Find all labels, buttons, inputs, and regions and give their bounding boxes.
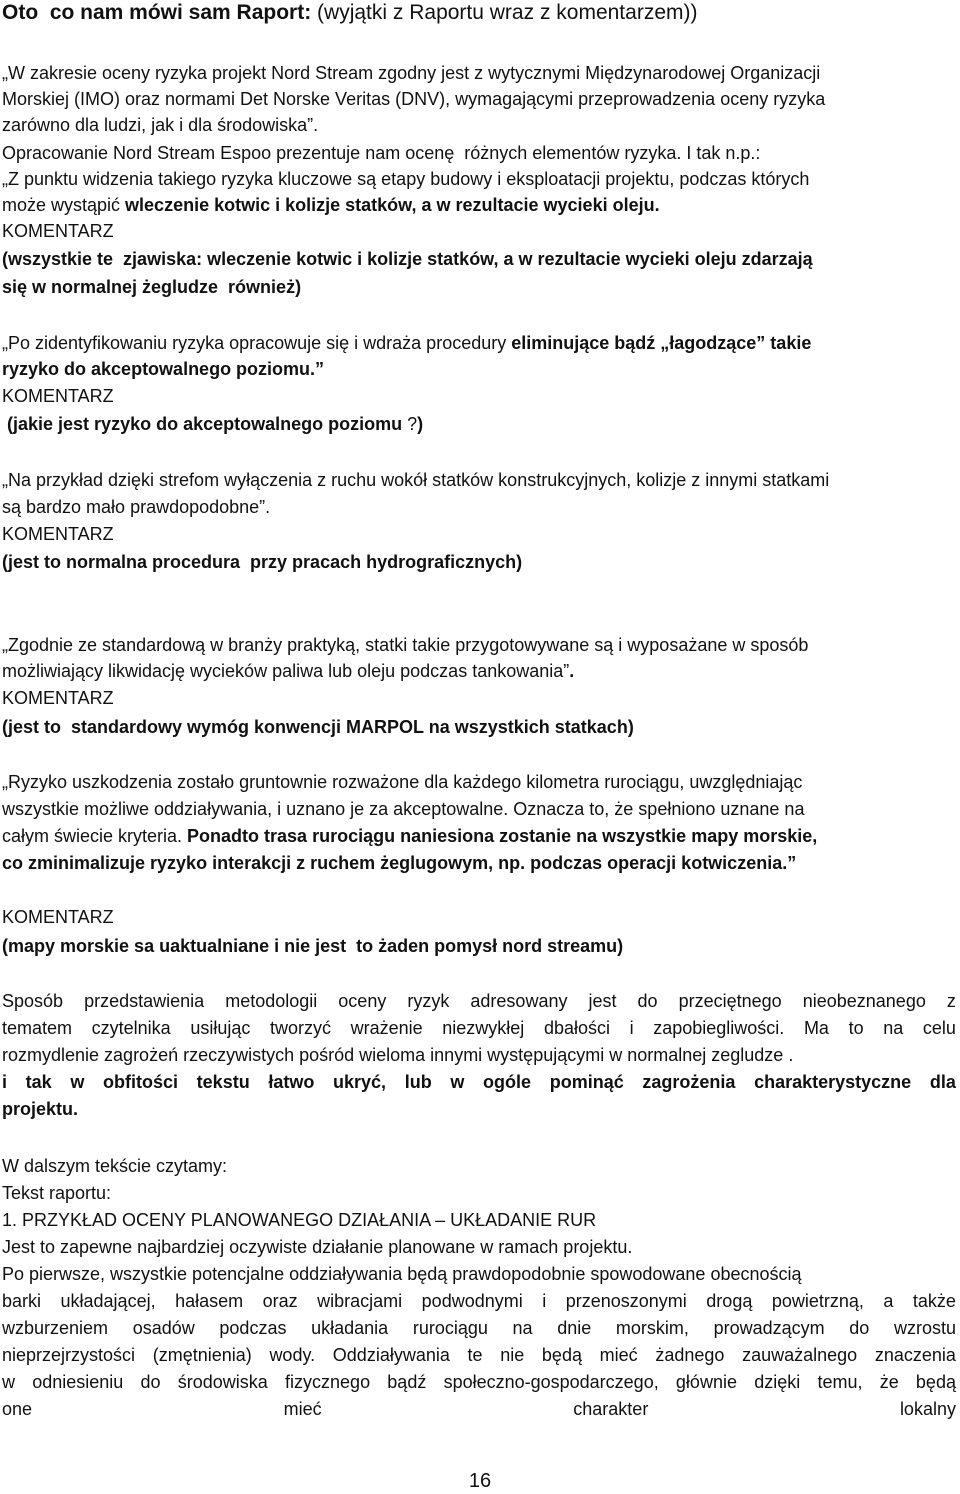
text-line: tematem czytelnika usiłując tworzyć wrażenie niezwykłej dbałości i zapobiegliwości. Ma to na celu (2, 1018, 956, 1038)
text-line (2, 385, 114, 407)
text-line (2, 798, 804, 820)
text-line (2, 1182, 111, 1204)
text-line (2, 469, 829, 491)
text-run: zarówno dla ludzi, jak i dla środowiska”. (2, 115, 319, 135)
bold-text: się w normalnej żegludze również) (2, 277, 302, 297)
text-line (2, 62, 820, 84)
text-line (2, 687, 114, 709)
bold-text: (wszystkie te zjawiska: wleczenie kotwic i kolizje statków, a w rezultacie wycieki oleju zdarzają (2, 249, 813, 269)
text-line (2, 1263, 802, 1285)
bold-text: (jest to standardowy wymóg konwencji MARPOL na wszystkich statkach) (2, 717, 634, 737)
text-line: one mieć charakter lokalny (2, 1399, 956, 1419)
text-line (2, 551, 522, 573)
bold-text: Oto co nam mówi sam Raport: (2, 1, 312, 24)
bold-text: projektu. (2, 1099, 79, 1119)
text-run: ? (402, 414, 418, 434)
text-line (2, 1236, 632, 1258)
text-run: „Ryzyko uszkodzenia zostało gruntownie rozważone dla każdego kilometra rurociągu, uwzględniając (2, 772, 803, 792)
bold-text: (jest to normalna procedura przy pracach hydrograficznych) (2, 552, 523, 572)
bold-text: (jakie jest ryzyko do akceptowalnego poziomu (2, 414, 403, 434)
text-line (2, 1155, 227, 1177)
text-line: i tak w obfitości tekstu łatwo ukryć, lub w ogóle pominąć zagrożenia charakterystyczne dla (2, 1072, 956, 1092)
text-line (2, 194, 660, 216)
bold-text: eliminujące bądź „łagodzące” takie (511, 333, 812, 353)
bold-text: . (569, 661, 575, 681)
text-line: nieprzejrzystości (zmętnienia) wody. Oddziaływania te nie będą mieć żadnego zauważalnego znaczenia (2, 1345, 956, 1365)
text-run: Morskiej (IMO) oraz normami Det Norske Veritas (DNV), wymagającymi przeprowadzenia oceny ryzyka (2, 89, 826, 109)
text-line: barki układającej, hałasem oraz wibracjami podwodnymi i przenoszonymi drogą powietrzną, a także (2, 1291, 956, 1311)
text-line (2, 660, 574, 682)
text-line (2, 276, 301, 298)
text-line (2, 220, 114, 242)
text-run: „Po zidentyfikowaniu ryzyka opracowuje się i wdraża procedury (2, 333, 512, 353)
text-run: całym świecie kryteria. (2, 826, 188, 846)
text-line: wzburzeniem osadów podczas układania rurociągu na dnie morskim, prowadzącym do wzrostu (2, 1318, 956, 1338)
text-line (2, 2, 697, 24)
text-run: Tekst raportu: (2, 1183, 112, 1203)
text-run: „Zgodnie ze standardową w branży praktyką, statki takie przygotowywane są i wyposażane w sposób (2, 635, 809, 655)
text-run: Jest to zapewne najbardziej oczywiste działanie planowane w ramach projektu. (2, 1237, 633, 1257)
text-line (2, 248, 813, 270)
text-run: (wyjątki z Raportu wraz z komentarzem)) (311, 1, 698, 24)
text-line (2, 523, 114, 545)
text-line (2, 332, 811, 354)
text-line (2, 358, 324, 380)
text-line (2, 935, 623, 957)
bold-text: ryzyko do akceptowalnego poziomu.” (2, 359, 325, 379)
text-run: wszystkie możliwe oddziaływania, i uznano je za akceptowalne. Oznacza to, że spełniono uznane na (2, 799, 805, 819)
text-line (2, 413, 423, 435)
text-run: KOMENTARZ (2, 907, 114, 927)
text-run: rozmydlenie zagrożeń rzeczywistych pośród wieloma innymi występującymi w normalnej zegludze . (2, 1045, 794, 1065)
text-run: KOMENTARZ (2, 221, 114, 241)
text-line (2, 634, 808, 656)
text-run: „Na przykład dzięki strefom wyłączenia z ruchu wokół statków konstrukcyjnych, kolizje z innymi statkami (2, 470, 830, 490)
text-run: 1. PRZYKŁAD OCENY PLANOWANEGO DZIAŁANIA – UKŁADANIE RUR (2, 1210, 597, 1230)
text-line (2, 496, 270, 518)
bold-text: co zminimalizuje ryzyko interakcji z ruchem żeglugowym, np. podczas operacji kotwiczenia.” (2, 853, 797, 873)
text-line: w odniesieniu do środowiska fizycznego bądź społeczno-gospodarczego, głównie dzięki temu, że będą (2, 1372, 956, 1392)
text-run: KOMENTARZ (2, 386, 114, 406)
bold-text: Ponadto trasa rurociągu naniesiona zostanie na wszystkie mapy morskie, (187, 826, 818, 846)
text-line (2, 168, 809, 190)
text-line (2, 906, 114, 928)
text-run: „Z punktu widzenia takiego ryzyka kluczowe są etapy budowy i eksploatacji projektu, podczas których (2, 169, 810, 189)
text-run: może wystąpić (2, 195, 126, 215)
text-run: KOMENTARZ (2, 688, 114, 708)
bold-text: wleczenie kotwic i kolizje statków, a w rezultacie wycieki oleju. (125, 195, 660, 215)
text-line (2, 114, 318, 136)
text-line (2, 1044, 793, 1066)
text-run: możliwiający likwidację wycieków paliwa lub oleju podczas tankowania” (2, 661, 570, 681)
text-line (2, 852, 796, 874)
text-run: KOMENTARZ (2, 524, 114, 544)
text-line (2, 88, 825, 110)
text-line (2, 825, 817, 847)
text-line (2, 716, 634, 738)
text-line (2, 1209, 596, 1231)
text-line (2, 142, 760, 164)
text-run: są bardzo mało prawdopodobne”. (2, 497, 271, 517)
text-run: W dalszym tekście czytamy: (2, 1156, 228, 1176)
text-line (2, 771, 802, 793)
page-number: 16 (468, 1470, 492, 1492)
text-run: „W zakresie oceny ryzyka projekt Nord Stream zgodny jest z wytycznymi Międzynarodowej Organizacji (2, 63, 821, 83)
text-line (2, 1098, 78, 1120)
bold-text: (mapy morskie sa uaktualniane i nie jest to żaden pomysł nord streamu) (2, 936, 624, 956)
bold-text: ) (417, 414, 424, 434)
text-run: Po pierwsze, wszystkie potencjalne oddziaływania będą prawdopodobnie spowodowane obecnością (2, 1264, 802, 1284)
text-run: Opracowanie Nord Stream Espoo prezentuje nam ocenę różnych elementów ryzyka. I tak n.p.: (2, 143, 761, 163)
text-line: Sposób przedstawienia metodologii oceny ryzyk adresowany jest do przeciętnego nieobeznanego z (2, 991, 956, 1011)
